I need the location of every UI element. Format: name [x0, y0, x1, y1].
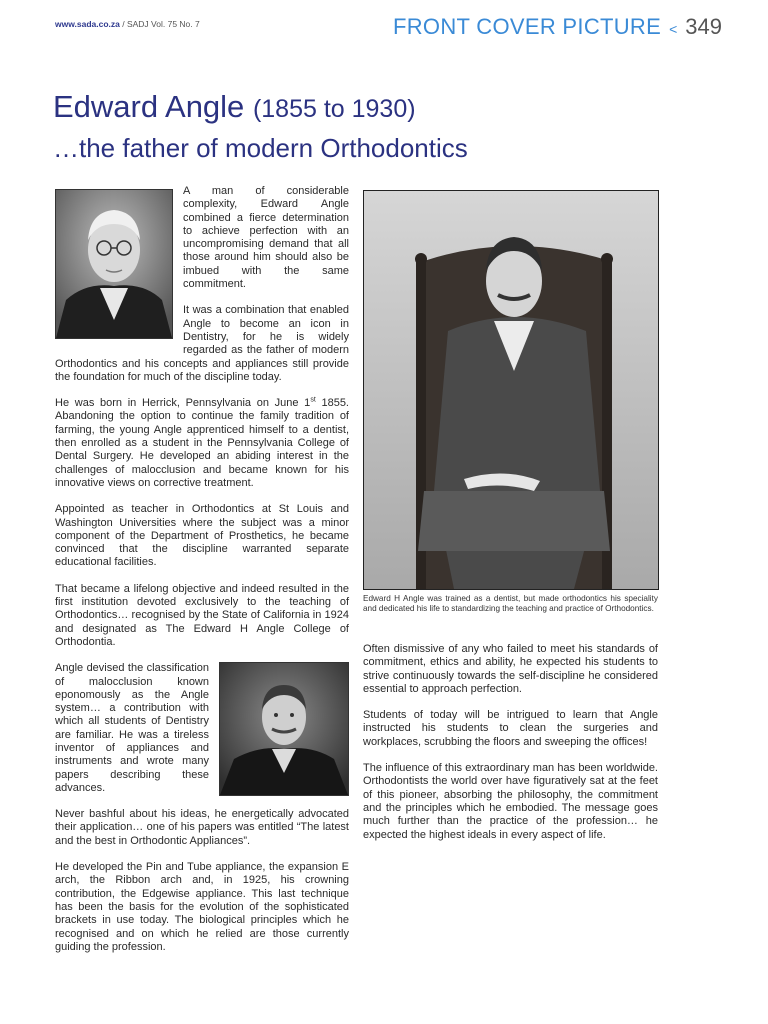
ordinal-suffix: st — [310, 396, 316, 404]
page-header — [393, 14, 722, 40]
paragraph-text: He was born in Herrick, Pennsylvania on June 1 — [55, 397, 311, 410]
paragraph: A man of considerable complexity, Edward Angle combined a fierce determination to achieve perfection with an uncompromising demand that all those around him should also be imbued with the same commitment. — [183, 185, 349, 291]
left-column — [55, 185, 349, 967]
title-name: Edward Angle — [53, 89, 245, 124]
journal-reference — [55, 19, 200, 29]
paragraph — [55, 397, 349, 490]
paragraph: Often dismissive of any who failed to meet his standards of commitment, ethics and ability, he expected his students to strive continuously towards the self-discipline he considered essential to approach perfection. — [363, 643, 658, 695]
paragraph: Angle devised the classification of malocclusion known eponomously as the Angle system… a contribution with which all students of Dentistry are familiar. He was a tireless inventor of appliances and instruments and wrote many papers describing these advances. — [55, 662, 209, 794]
chevron-left-icon: < — [669, 21, 678, 37]
paragraph: Students of today will be intrigued to learn that Angle instructed his students to clean the surgeries and workplaces, scrubbing the floors and sweeping the offices! — [363, 709, 658, 748]
paragraph: He developed the Pin and Tube appliance, the expansion E arch, the Ribbon arch and, in 1925, his crowning contribution, the Edgewise appliance. This last technique has been the basis for the evolution of the sophisticated brackets in use today. The biological principles which he recognised and on which he relied are those currently guiding the profession. — [55, 861, 349, 953]
portrait-photo-elderly — [55, 189, 173, 339]
paragraph-text: 1855. Abandoning the option to continue the family tradition of farming, the young Angle apprenticed himself to a dentist, then enrolled as a student in the Pennsylvania College of Dental Surgery. He developed an abiding interest in the challenges of malocclusion and became known for his innovative views on corrective treatment. — [55, 397, 349, 489]
paragraph: Appointed as teacher in Orthodontics at St Louis and Washington Universities where the subject was a minor component of the Department of Prosthetics, he became convinced that the discipline warranted separate educational facilities. — [55, 503, 349, 569]
article-subtitle: …the father of modern Orthodontics — [53, 133, 468, 163]
section-title: FRONT COVER PICTURE — [393, 14, 662, 39]
paragraph: It was a combination that enabled Angle to become an icon in Dentistry, for he is widely regarded as the father of modern Orthodontics and his concepts and appliances still provide the foundation for much of the discipline today. — [55, 304, 349, 383]
paragraph: Never bashful about his ideas, he energetically advocated their application… one of his papers was entitled “The latest and the best in Orthodontic Appliances”. — [55, 808, 349, 847]
article-title — [53, 89, 416, 125]
site-link[interactable]: www.sada.co.za — [55, 19, 120, 29]
portrait-photo-middle-aged — [219, 662, 349, 796]
paragraph: That became a lifelong objective and indeed resulted in the first institution devoted exclusively to the teaching of Orthodontics… recognised by the State of California in 1924 and designated as The Edward H Angle College of Orthodontia. — [55, 582, 349, 648]
photo-caption: Edward H Angle was trained as a dentist, but made orthodontics his speciality and dedicated his life to standardizing the teaching and practice of Orthodontics. — [363, 594, 658, 613]
title-years: (1855 to 1930) — [252, 95, 416, 123]
paragraph: The influence of this extraordinary man has been worldwide. Orthodontists the world over have figuratively sat at the feet of this pioneer, absorbing the philosophy, the commitment and the principles which he embodied. The message goes much further than the practice of the profession… he expected the highest ideals in every aspect of life. — [363, 762, 658, 841]
right-column — [363, 643, 658, 855]
seated-portrait-photo — [363, 190, 659, 590]
page-number: 349 — [685, 14, 722, 39]
journal-issue: / SADJ Vol. 75 No. 7 — [119, 19, 200, 29]
